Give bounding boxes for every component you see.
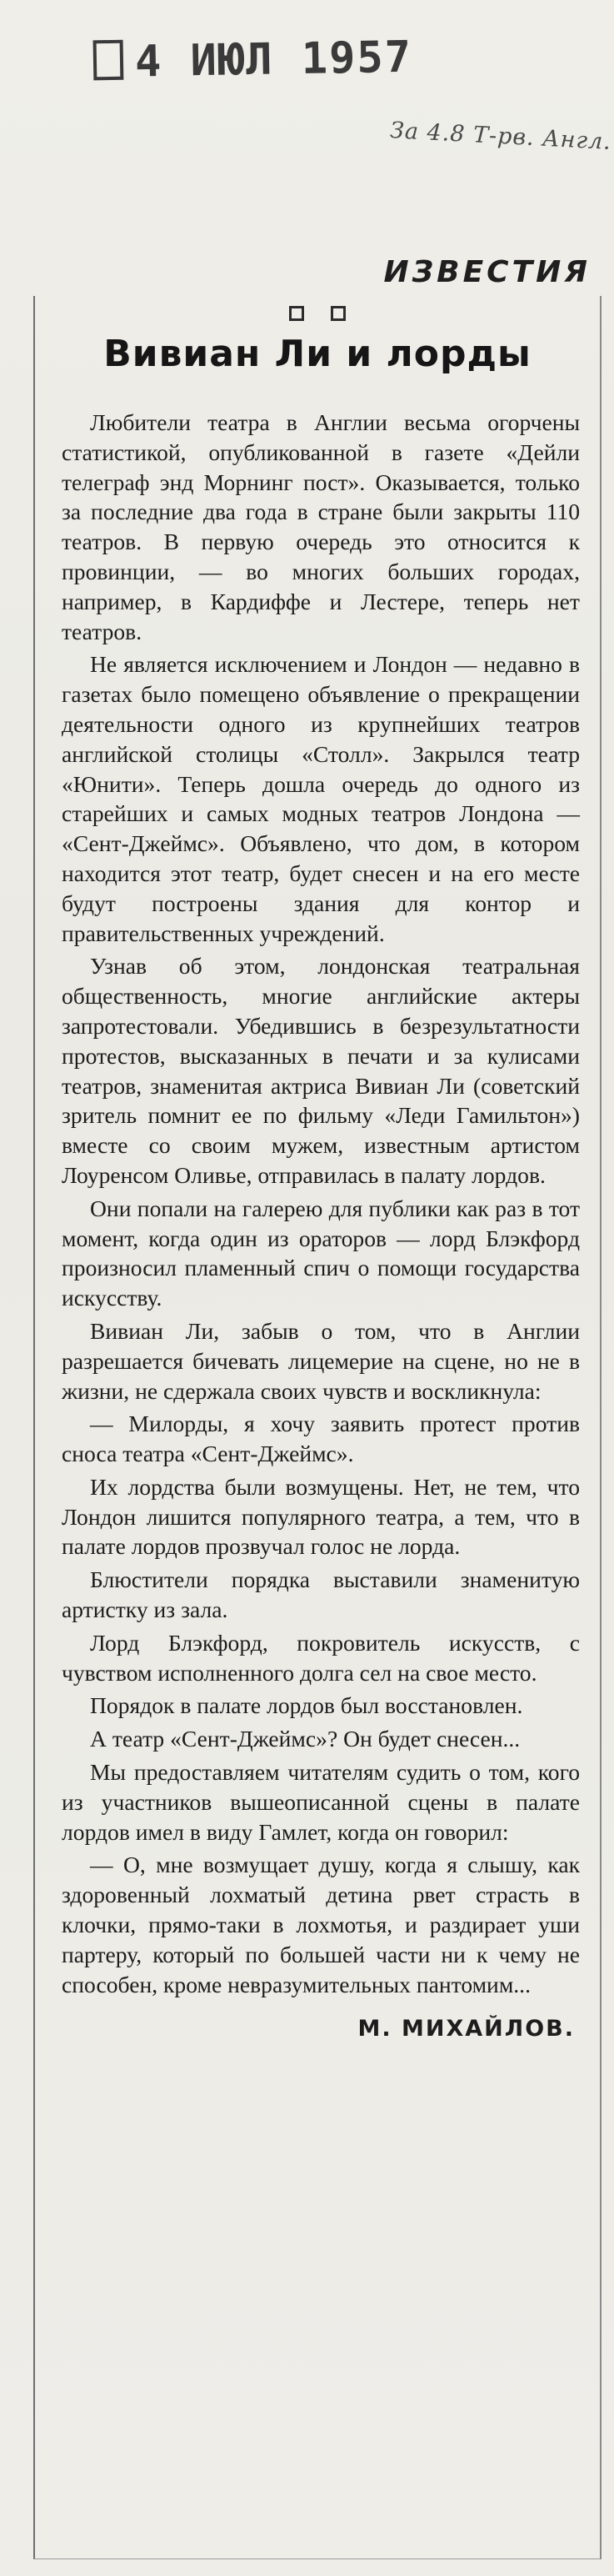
article-body	[62, 408, 580, 2044]
author-signature: М. МИХАЙЛОВ.	[357, 2016, 575, 2042]
stamp-box-icon	[93, 40, 124, 81]
ornament-square-icon	[289, 306, 304, 321]
article-paragraph: Их лордства были возмущены. Нет, не тем, что Лондон лишится популярного театра, а тем, что в палате лордов прозвучал голос не лорда.	[62, 1473, 580, 1560]
article-title: Вивиан Ли и лорды	[103, 333, 532, 375]
article-paragraph: — О, мне возмущает душу, когда я слышу, как здоровенный лохматый детина рвет страсть в клочки, прямо-таки в лохмотья, и раздирает уши партеру, который по большей части ни к чему не способен, кроме невразумительных пантомим...	[62, 1852, 580, 1997]
date-stamp	[93, 33, 413, 88]
date-stamp-text: 4 ИЮЛ 1957	[134, 32, 413, 88]
article-paragraph: Порядок в палате лордов был восстановлен.	[90, 1692, 523, 1719]
article-paragraph: Не является исключением и Лондон — недавно в газетах было помещено объявление о прекращении деятельности одного из крупнейших театров английской столицы «Столл». Закрылся театр «Юнити». Теперь дошла очередь до одного из старейших и самых модных театров Лондона — «Сент-Джеймс». Объявлено, что дом, в котором находится этот театр, будет снесен и на его месте будут построены здания для контор и правительственных учреждений.	[62, 651, 580, 946]
handwritten-note: За 4.8 Т-рв. Англ.	[389, 118, 612, 155]
article-paragraph: — Милорды, я хочу заявить протест против сноса театра «Сент-Джеймс».	[62, 1411, 580, 1467]
article-paragraph: Блюстители порядка выставили знаменитую артистку из зала.	[62, 1566, 580, 1623]
article-paragraph: Они попали на галерею для публики как раз в тот момент, когда один из ораторов — лорд Блэкфорд произносил пламенный спич о помощи государства искусству.	[62, 1195, 580, 1311]
newspaper-clipping	[33, 296, 602, 2559]
article-paragraph: Лорд Блэкфорд, покровитель искусств, с чувством исполненного долга сел на свое место.	[62, 1629, 580, 1686]
ornament-square-icon	[331, 306, 346, 321]
article-paragraph: Мы предоставляем читателям судить о том, кого из участников вышеописанной сцены в палате лордов имел в виду Гамлет, когда он говорил:	[62, 1759, 580, 1845]
newspaper-name: ИЗВЕСТИЯ	[383, 255, 591, 289]
title-ornament	[35, 304, 600, 326]
article-paragraph: Вивиан Ли, забыв о том, что в Англии разрешается бичевать лицемерие на сцене, но не в жизни, не сдержала своих чувств и воскликнула:	[62, 1317, 580, 1404]
article-paragraph: А театр «Сент-Джеймс»? Он будет снесен...	[90, 1726, 521, 1752]
article-paragraph: Любители театра в Англии весьма огорчены статистикой, опубликованной в газете «Дейли телеграф энд Морнинг пост». Оказывается, только за последние два года в стране были закрыты 110 театров. В первую очередь это относится к провинции, — во многих больших городах, например, в Кардиффе и Лестере, теперь нет театров.	[62, 409, 580, 644]
article-paragraph: Узнав об этом, лондонская театральная общественность, многие английские актеры запротестовали. Убедившись в безрезультатности протестов, высказанных в печати и за кулисами театров, знаменитая актриса Вивиан Ли (советский зритель помнит ее по фильму «Леди Гамильтон») вместе со своим мужем, известным артистом Лоуренсом Оливье, отправилась в палату лордов.	[62, 953, 580, 1188]
